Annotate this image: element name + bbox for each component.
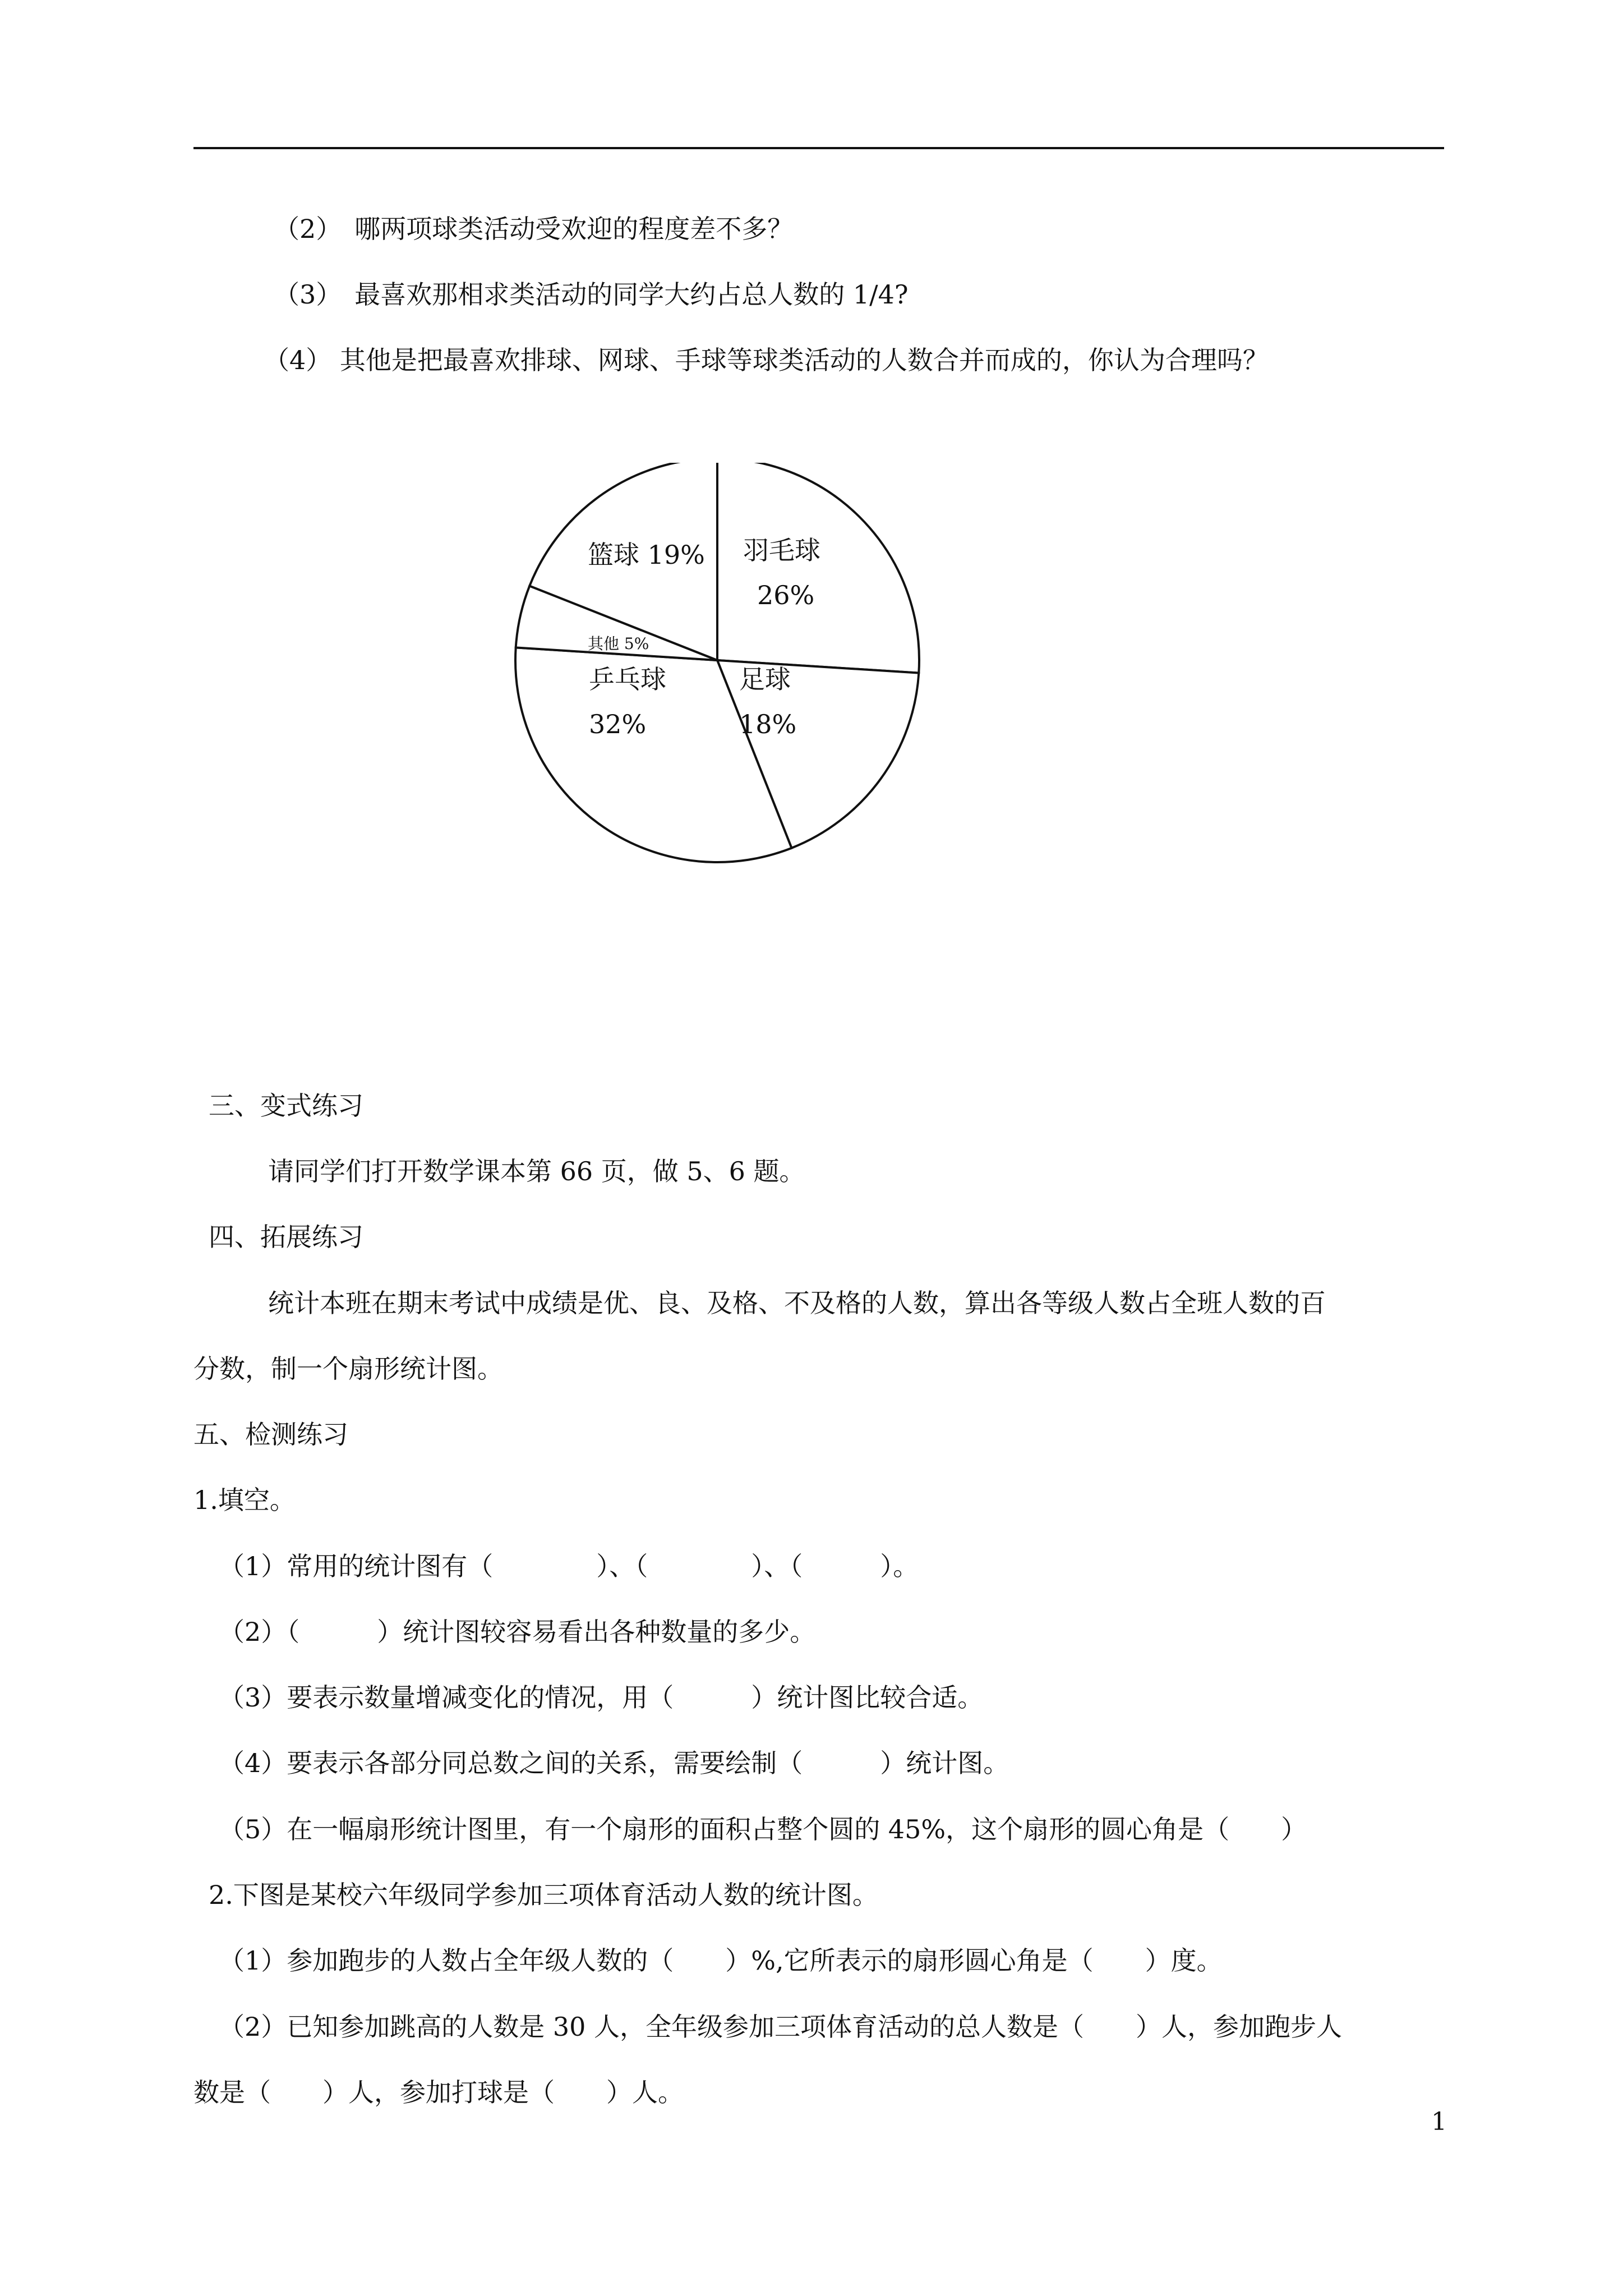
q1-item-5: （5）在一幅扇形统计图里，有一个扇形的面积占整个圆的 45%，这个扇形的圆心角是（ ） xyxy=(219,1814,1307,1844)
pie-slice-label-4: 其他 5% xyxy=(588,634,649,653)
question-2: （2） 哪两项球类活动受欢迎的程度差不多？ xyxy=(274,214,794,244)
q1-title: 1.填空。 xyxy=(193,1485,296,1515)
page-number: 1 xyxy=(1431,2108,1447,2136)
section5-heading: 五、检测练习 xyxy=(193,1419,348,1450)
section4-heading: 四、拓展练习 xyxy=(209,1222,363,1252)
pie-slice-name-2: 足球 xyxy=(739,664,791,694)
pie-slices xyxy=(515,463,919,862)
pie-slice-value-3: 32% xyxy=(589,709,647,739)
q1-item-3: （3）要表示数量增减变化的情况，用（ ）统计图比较合适。 xyxy=(219,1682,984,1713)
question-4: （4） 其他是把最喜欢排球、网球、手球等球类活动的人数合并而成的，你认为合理吗？ xyxy=(264,345,1269,375)
q2-title: 2.下图是某校六年级同学参加三项体育活动人数的统计图。 xyxy=(209,1880,878,1910)
q2-item-2: （2）已知参加跳高的人数是 30 人，全年级参加三项体育活动的总人数是（ ）人，参加跑步人 xyxy=(219,2012,1343,2042)
pie-slice-1 xyxy=(717,463,919,673)
question-3: （3） 最喜欢那相求类活动的同学大约占总人数的 1/4? xyxy=(274,279,909,310)
pie-chart xyxy=(510,463,948,889)
q1-item-1: （1）常用的统计图有（ ）、（ ）、（ ）。 xyxy=(219,1551,919,1581)
q1-item-4: （4）要表示各部分同总数之间的关系，需要绘制（ ）统计图。 xyxy=(219,1748,1009,1778)
section3-heading: 三、变式练习 xyxy=(209,1091,363,1121)
header-rule xyxy=(193,147,1444,149)
q2-item-1: （1）参加跑步的人数占全年级人数的（ ）%,它所表示的扇形圆心角是（ ）度。 xyxy=(219,1945,1223,1976)
section4-text-line1: 统计本班在期末考试中成绩是优、良、及格、不及格的人数，算出各等级人数占全班人数的百 xyxy=(268,1288,1326,1318)
q1-item-2: （2）（ ）统计图较容易看出各种数量的多少。 xyxy=(219,1617,816,1647)
pie-slice-value-1: 26% xyxy=(757,580,815,610)
pie-slice-name-1: 羽毛球 xyxy=(743,535,820,565)
section4-text-line2: 分数，制一个扇形统计图。 xyxy=(193,1354,503,1384)
pie-slice-name-3: 乒乓球 xyxy=(589,664,666,694)
pie-slice-label-5: 篮球 19% xyxy=(588,540,705,570)
pie-slice-value-2: 18% xyxy=(739,709,797,739)
q2-item-3: 数是（ ）人，参加打球是（ ）人。 xyxy=(193,2077,684,2108)
section3-text: 请同学们打开数学课本第 66 页，做 5、6 题。 xyxy=(268,1156,805,1186)
